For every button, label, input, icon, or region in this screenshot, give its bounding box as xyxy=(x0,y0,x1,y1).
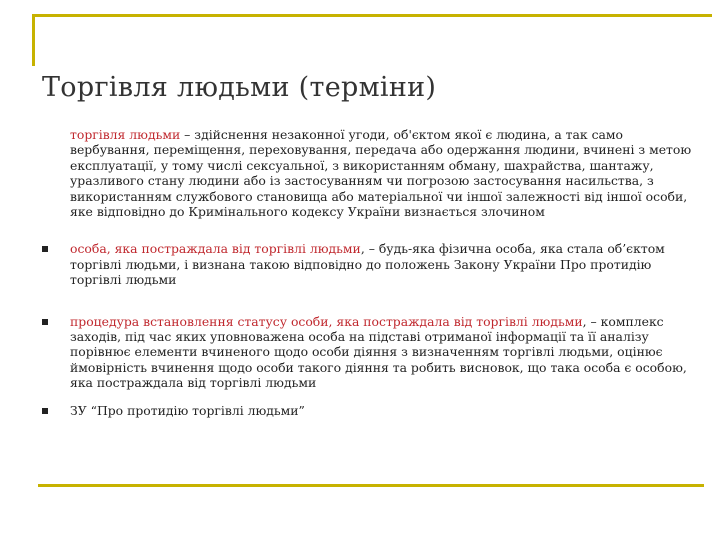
list-item xyxy=(42,314,692,391)
definition-victim-text: , – будь-яка фізична особа, яка стала об’єктом торгівлі людьми, і визнана такою відповідно до положень Закону України Про протидію торгівлі людьми xyxy=(70,241,665,288)
square-bullet-icon xyxy=(42,246,48,252)
definition-paragraph-trafficking xyxy=(42,127,692,219)
term-status-procedure: процедура встановлення статусу особи, яка постраждала від торгівлі людьми xyxy=(70,313,583,329)
square-bullet-icon xyxy=(42,319,48,325)
square-bullet-icon xyxy=(42,408,48,414)
slide-title: Торгівля людьми (терміни) xyxy=(42,72,437,103)
term-victim: особа, яка постраждала від торгівлі людьми xyxy=(70,241,361,257)
decorative-frame-vertical xyxy=(32,14,35,66)
term-trafficking: торгівля людьми xyxy=(70,127,181,142)
slide-content xyxy=(42,127,692,418)
decorative-frame-bottom xyxy=(38,484,704,487)
decorative-frame-top xyxy=(32,14,712,17)
law-reference: ЗУ “Про протидію торгівлі людьми” xyxy=(70,402,305,418)
list-item xyxy=(42,241,692,287)
definition-trafficking-text: – здійснення незаконної угоди, об'єктом якої є людина, а так само вербування, переміщення, переховування, передача або одержання людини, вчинені з метою експлуатації, у тому числі сексуальної, з використанням обману, шахрайства, шантажу, уразливого стану людини або із застосуванням чи погрозою застосування насильства, з використанням службового становища або матеріальної чи іншої залежності від іншої особи, яке відповідно до Кримінального кодексу України визнається злочином xyxy=(70,127,692,220)
definition-procedure-text: , – комплекс заходів, під час яких уповноважена особа на підставі отриманої інформації та її аналізу порівнює елементи вчиненого щодо особи діяння з визначенням торгівлі людьми, оцінює ймовірність вчинення щодо особи такого діяння та робить висновок, що така особа є особою, яка постраждала від торгівлі людьми xyxy=(70,313,687,391)
list-item xyxy=(42,403,692,418)
